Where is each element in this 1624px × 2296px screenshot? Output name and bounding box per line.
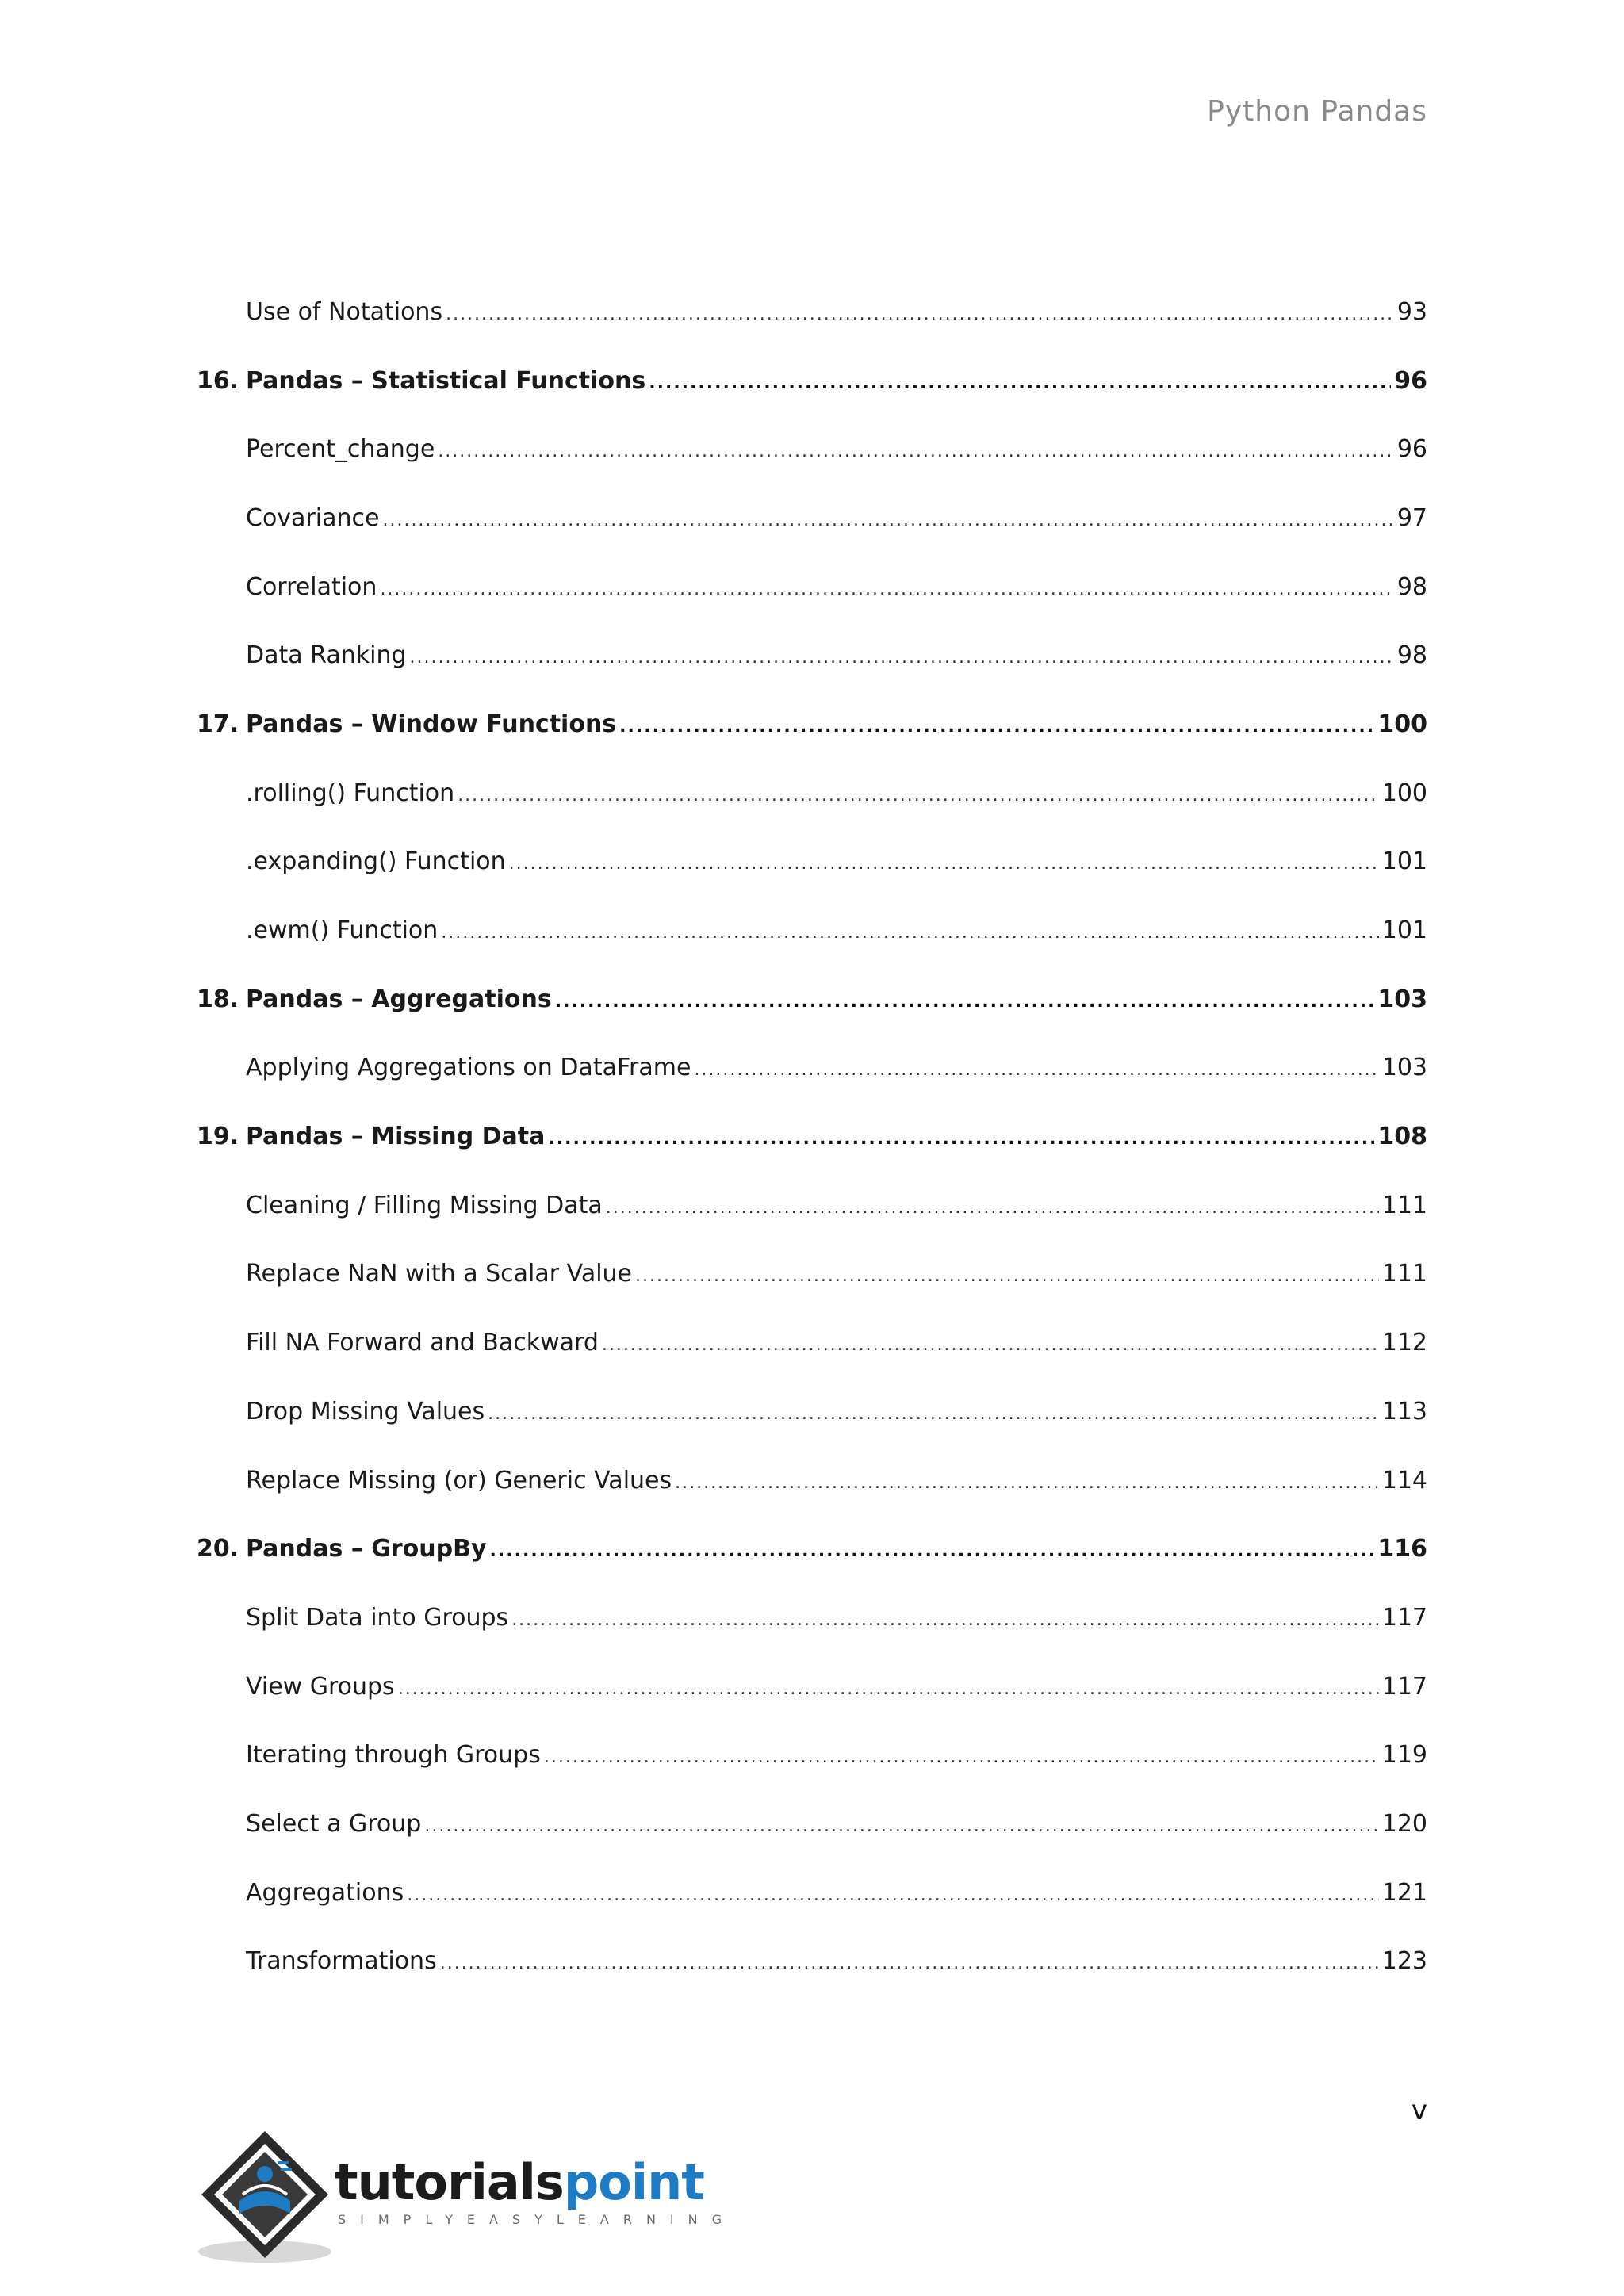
toc-entry-title[interactable]: Covariance (246, 503, 380, 532)
toc-entry-title[interactable]: Data Ranking (246, 641, 407, 670)
toc-page-number[interactable]: 98 (1396, 572, 1427, 601)
toc-entry-title[interactable]: Split Data into Groups (246, 1603, 509, 1632)
toc-leader-dots (446, 304, 1394, 324)
toc-leader-dots (458, 786, 1379, 806)
toc-leader-dots (606, 1198, 1379, 1218)
toc-section-row[interactable] (197, 1652, 1427, 1721)
toc-entry[interactable] (246, 1741, 1427, 1769)
toc-page-number[interactable]: 103 (1377, 985, 1427, 1013)
toc-leader-dots (555, 992, 1375, 1012)
toc-section-row[interactable] (197, 484, 1427, 553)
toc-page-number[interactable]: 120 (1381, 1809, 1427, 1838)
toc-entry[interactable] (246, 1467, 1427, 1494)
toc-entry[interactable] (246, 1054, 1427, 1081)
toc-entry-title[interactable]: Pandas – Window Functions (246, 710, 617, 738)
toc-entry[interactable] (246, 573, 1427, 601)
toc-leader-dots (511, 1610, 1379, 1630)
toc-section-row[interactable] (197, 1377, 1427, 1446)
logo-wordmark (335, 2153, 704, 2211)
toc-page-number[interactable]: 117 (1381, 1603, 1427, 1632)
toc-entry-title[interactable]: .rolling() Function (246, 779, 455, 807)
toc-chapter-row[interactable] (197, 1514, 1427, 1583)
toc-entry[interactable] (246, 435, 1427, 463)
toc-entry[interactable] (246, 848, 1427, 875)
toc-entry[interactable] (246, 1398, 1427, 1425)
toc-section-row[interactable] (197, 1927, 1427, 1996)
toc-page-number[interactable]: 123 (1381, 1947, 1427, 1976)
toc-page-number[interactable]: 116 (1377, 1535, 1427, 1563)
toc-leader-dots (398, 1679, 1379, 1699)
toc-entry-title[interactable]: Replace NaN with a Scalar Value (246, 1260, 633, 1288)
toc-section-row[interactable] (197, 759, 1427, 828)
toc-leader-dots (649, 373, 1391, 393)
toc-section-row[interactable] (197, 1308, 1427, 1377)
toc-entry[interactable] (246, 1329, 1427, 1357)
toc-section-row[interactable] (197, 553, 1427, 622)
toc-page-number[interactable]: 108 (1377, 1123, 1427, 1151)
toc-leader-dots (438, 442, 1394, 461)
toc-entry-title[interactable]: Aggregations (246, 1878, 404, 1907)
toc-section-row[interactable] (197, 1789, 1427, 1858)
toc-entry[interactable] (246, 298, 1427, 326)
toc-chapter-number: 20. (197, 1535, 239, 1563)
toc-entry[interactable] (246, 1947, 1427, 1975)
toc-entry[interactable] (246, 504, 1427, 532)
toc-entry-title[interactable]: Pandas – Statistical Functions (246, 366, 646, 395)
toc-page-number[interactable]: 111 (1381, 1260, 1427, 1288)
toc-section-row[interactable] (197, 277, 1427, 346)
table-of-contents (197, 277, 1427, 1996)
toc-chapter-row[interactable] (197, 1102, 1427, 1171)
toc-page-number[interactable]: 117 (1381, 1672, 1427, 1701)
toc-entry-title[interactable]: Select a Group (246, 1809, 422, 1838)
toc-entry-title[interactable]: Fill NA Forward and Backward (246, 1329, 599, 1357)
toc-leader-dots (675, 1473, 1379, 1493)
toc-entry[interactable] (246, 916, 1427, 944)
toc-chapter-number: 18. (197, 985, 239, 1013)
toc-leader-dots (544, 1747, 1379, 1767)
toc-section-row[interactable] (197, 1171, 1427, 1240)
toc-entry[interactable] (246, 1604, 1427, 1632)
toc-leader-dots (490, 1541, 1375, 1561)
toc-entry-title[interactable]: Applying Aggregations on DataFrame (246, 1054, 691, 1082)
toc-page-number[interactable]: 93 (1396, 297, 1427, 326)
logo-diamond-icon (195, 2125, 338, 2267)
page-number: v (1411, 2095, 1427, 2126)
toc-leader-dots (410, 648, 1394, 668)
toc-entry-title[interactable]: Correlation (246, 572, 377, 601)
toc-page-number[interactable]: 101 (1381, 848, 1427, 876)
toc-leader-dots (635, 1266, 1379, 1286)
toc-chapter-row[interactable] (197, 346, 1427, 415)
toc-leader-dots (382, 511, 1393, 530)
toc-entry[interactable] (246, 1192, 1427, 1219)
toc-chapter-number: 16. (197, 366, 239, 395)
toc-entry[interactable] (246, 1879, 1427, 1907)
toc-entry[interactable] (246, 710, 1427, 738)
toc-leader-dots (602, 1335, 1379, 1355)
toc-section-row[interactable] (197, 1034, 1427, 1103)
toc-leader-dots (380, 580, 1393, 599)
toc-entry-title[interactable]: Cleaning / Filling Missing Data (246, 1191, 603, 1219)
toc-entry-title[interactable]: View Groups (246, 1672, 395, 1701)
toc-leader-dots (548, 1129, 1374, 1149)
toc-leader-dots (407, 1885, 1378, 1905)
toc-leader-dots (424, 1816, 1378, 1836)
toc-entry[interactable] (246, 1810, 1427, 1838)
toc-chapter-row[interactable] (197, 965, 1427, 1034)
toc-section-row[interactable] (197, 1720, 1427, 1789)
toc-entry[interactable] (246, 1260, 1427, 1288)
toc-page-number[interactable]: 103 (1381, 1054, 1427, 1082)
toc-section-row[interactable] (197, 415, 1427, 484)
toc-chapter-number: 19. (197, 1123, 239, 1151)
toc-section-row[interactable] (197, 621, 1427, 690)
toc-entry-title[interactable]: .ewm() Function (246, 916, 439, 945)
logo-text-dark: tutorials (335, 2153, 564, 2211)
toc-entry[interactable] (246, 1535, 1427, 1563)
toc-leader-dots (509, 854, 1379, 874)
toc-leader-dots (488, 1404, 1379, 1424)
toc-page-number[interactable]: 96 (1394, 366, 1427, 395)
toc-leader-dots (694, 1060, 1378, 1080)
toc-leader-dots (440, 1954, 1379, 1973)
running-header: Python Pandas (1207, 95, 1427, 128)
toc-entry-title[interactable]: Use of Notations (246, 297, 443, 326)
toc-page-number[interactable]: 114 (1381, 1466, 1427, 1494)
toc-page-number[interactable]: 98 (1396, 641, 1427, 670)
toc-page-number[interactable]: 121 (1381, 1878, 1427, 1907)
toc-section-row[interactable] (197, 1240, 1427, 1309)
toc-section-row[interactable] (197, 828, 1427, 897)
toc-page-number[interactable]: 119 (1381, 1741, 1427, 1770)
toc-page-number[interactable]: 97 (1396, 503, 1427, 532)
toc-section-row[interactable] (197, 896, 1427, 965)
toc-entry-title[interactable]: Iterating through Groups (246, 1741, 541, 1770)
toc-entry[interactable] (246, 1673, 1427, 1701)
toc-entry-title[interactable]: Percent_change (246, 435, 435, 464)
toc-page-number[interactable]: 112 (1381, 1329, 1427, 1357)
toc-page-number[interactable]: 111 (1381, 1191, 1427, 1219)
logo-text-blue: point (563, 2153, 704, 2211)
toc-entry-title[interactable]: Pandas – Missing Data (246, 1123, 546, 1151)
logo-tagline: SIMPLYEASYLEARNING (338, 2212, 737, 2227)
toc-page-number[interactable]: 101 (1381, 916, 1427, 945)
toc-page-number[interactable]: 100 (1377, 710, 1427, 738)
toc-entry[interactable] (246, 985, 1427, 1013)
toc-section-row[interactable] (197, 1446, 1427, 1515)
toc-entry[interactable] (246, 779, 1427, 807)
toc-entry-title[interactable]: Pandas – GroupBy (246, 1535, 487, 1563)
toc-section-row[interactable] (197, 1858, 1427, 1927)
toc-entry-title[interactable]: Drop Missing Values (246, 1397, 485, 1425)
tutorialspoint-logo (195, 2125, 737, 2267)
toc-leader-dots (619, 717, 1374, 737)
toc-page-number[interactable]: 100 (1381, 779, 1427, 807)
toc-leader-dots (441, 923, 1378, 943)
toc-page-number[interactable]: 96 (1396, 435, 1427, 464)
toc-section-row[interactable] (197, 1583, 1427, 1652)
toc-entry[interactable] (246, 641, 1427, 669)
toc-entry[interactable] (246, 1123, 1427, 1150)
toc-entry-title[interactable]: .expanding() Function (246, 848, 506, 876)
toc-entry-title[interactable]: Replace Missing (or) Generic Values (246, 1466, 672, 1494)
toc-entry-title[interactable]: Pandas – Aggregations (246, 985, 552, 1013)
toc-page-number[interactable]: 113 (1381, 1397, 1427, 1425)
toc-chapter-row[interactable] (197, 690, 1427, 759)
toc-entry[interactable] (246, 367, 1427, 395)
toc-entry-title[interactable]: Transformations (246, 1947, 437, 1976)
toc-chapter-number: 17. (197, 710, 239, 738)
